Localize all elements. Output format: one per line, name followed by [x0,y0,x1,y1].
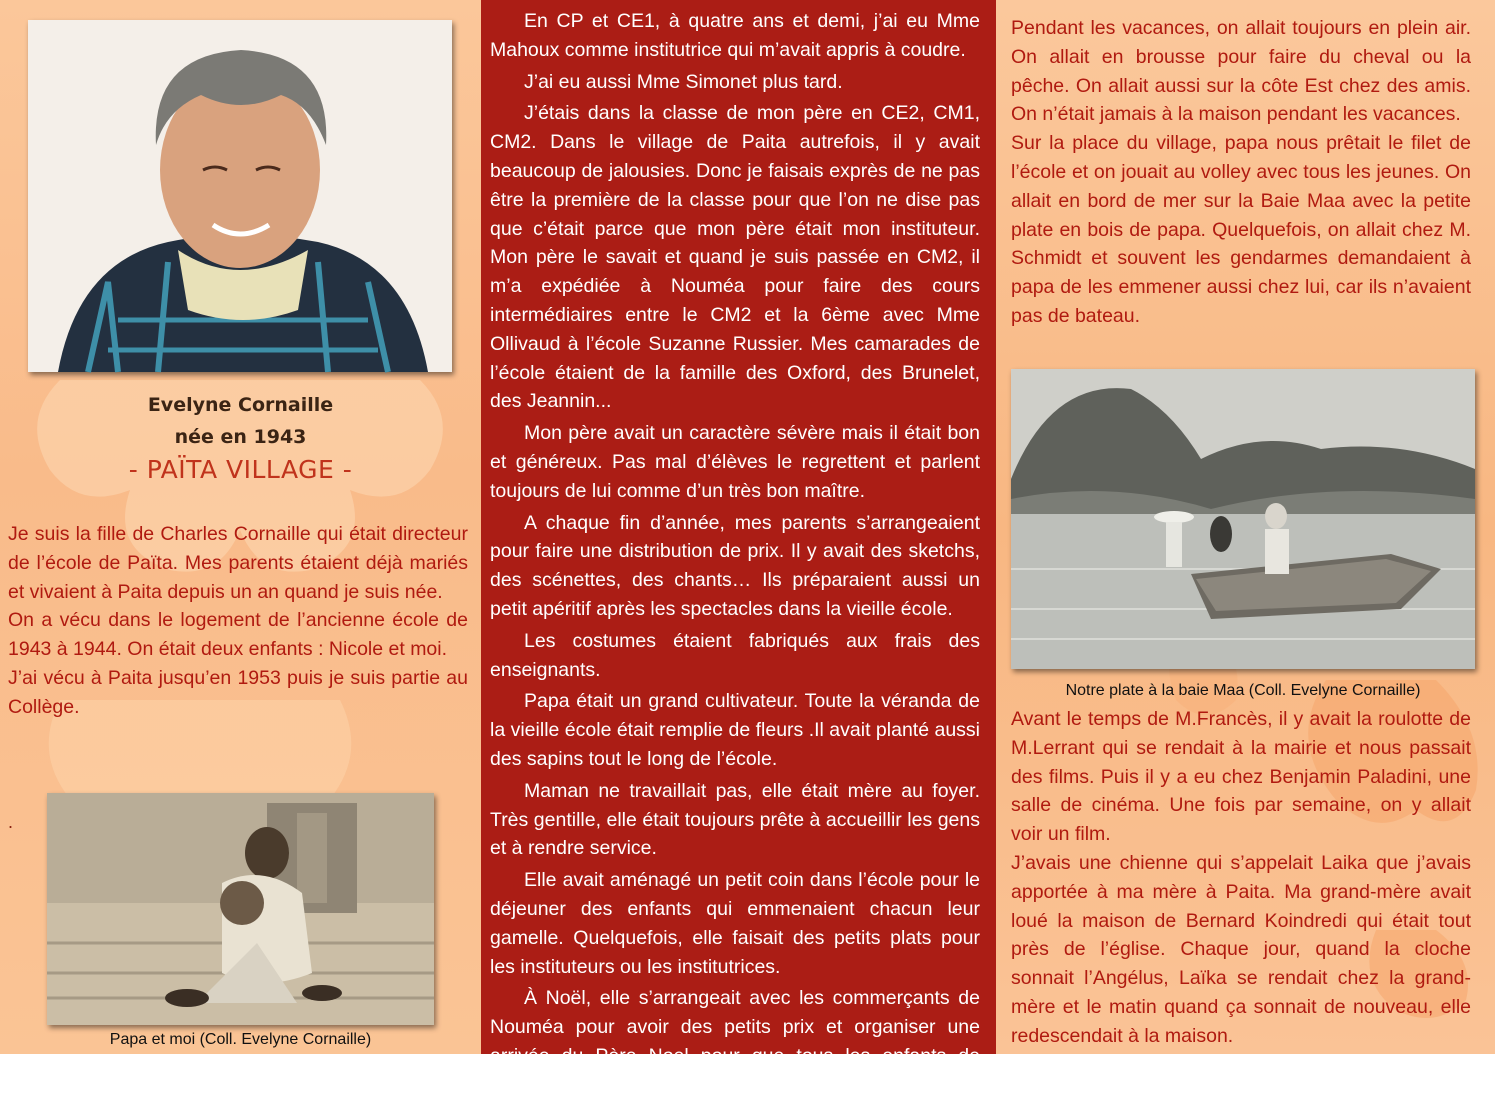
boat-photo [1011,369,1475,669]
paragraph: En CP et CE1, à quatre ans et demi, j’ai eu Mme Mahoux comme institutrice qui m’avait appris à coudre. [490,10,980,61]
paragraph: J’étais dans la classe de mon père en CE2, CM1, CM2. Dans le village de Paita autrefois, il y avait beaucoup de jalousies. Donc je faisais exprès de ne pas être la première de la classe pour que l’on ne dise pas que c’était parce que mon père était mon instituteur. Mon père le savait et quand je suis passée en CM2, il m’a expédiée à Nouméa pour faire des cours intermédiaires entre le CM2 et la 6ème avec Mme Ollivaud à l’école Suzanne Russier. Mes camarades de l’école étaient de la famille des Oxford, des Brunelet, des Jeannin... [490,102,980,413]
paragraph: Mon père avait un caractère sévère mais il était bon et généreux. Pas mal d’élèves le regrettent et parlent toujours de lui comme d’un très bon maître. [490,422,980,502]
boat-photo-caption: Notre plate à la baie Maa (Coll. Evelyne Cornaille) [1065,682,1421,699]
portrait-name: Evelyne Cornaille [147,394,334,416]
paragraph: Les costumes étaient fabriqués aux frais des enseignants. [490,629,980,681]
paragraph: À Noël, elle s’arrangeait avec les commerçants de Nouméa pour avoir des petits prix et organiser une arrivée du Père Noel pour que tous les enfants de l’école puissent avoir un jouet. [490,987,980,1096]
papa-photo-caption: Papa et moi (Coll. Evelyne Cornaille) [109,1031,372,1048]
paragraph: On a vécu dans le logement de l’ancienne école de 1943 à 1944. On était deux enfants : Nicole et moi. [8,609,468,661]
right-column [996,0,1495,1054]
papa-photo [47,793,434,1025]
portrait-place: - PAÏTA VILLAGE - [128,455,353,484]
paragraph: J’ai eu aussi Mme Simonet plus tard. [524,70,843,93]
paragraph: Pendant les vacances, on allait toujours en plein air. On allait en brousse pour faire du cheval ou la pêche. On allait aussi sur la côte Est chez des amis. On n’était jamais à la maison pendant les vacances. [1011,17,1471,126]
paragraph: J’avais une chienne qui s’appelait Laika que j’avais apportée à ma mère à Paita. Ma grand-mère avait loué la maison de Bernard Koindredi qui était tout près de l’église. Chaque jour, quand la cloche sonnait l’Angélus, Laïka se rendait chez la grand-mère et le matin quand ça sonnait de nouveau, elle redescendait à la maison. [1011,851,1471,1047]
left-text [8,520,468,722]
paragraph: Papa était un grand cultivateur. Toute la véranda de la vieille école était remplie de fleurs .Il avait planté aussi des sapins tout le long de l’école. [490,690,980,770]
portrait-photo [28,20,452,372]
portrait-birth: née en 1943 [174,426,307,448]
paragraph: Avant le temps de M.Francès, il y avait la roulotte de M.Lerrant qui se rendait à la mairie et nous passait des films. Puis il y a eu chez Benjamin Paladini, une salle de cinéma. Une fois par semaine, on y allait voir un film. [1011,708,1471,846]
stray-dot: . [8,812,14,832]
left-column [0,0,481,1054]
paragraph: Maman ne travaillait pas, elle était mère au foyer. Très gentille, elle était toujours prête à accueillir les gens et à rendre service. [490,779,980,860]
middle-column [481,0,996,1096]
right-text-top [1011,14,1471,331]
paragraph: Sur la place du village, papa nous prêtait le filet de l’école et on jouait au volley avec tous les jeunes. On allait en bord de mer sur la Baie Maa avec la petite plate en bois de papa. Quelquefois, on allait chez M. Schmidt et souvent les gendarmes demandaient à papa de les emmener aussi chez lui, car ils n’avaient pas de bateau. [1011,132,1471,327]
middle-text [490,7,980,1099]
right-text-bottom [1011,705,1471,1051]
paragraph: Elle avait aménagé un petit coin dans l’école pour le déjeuner des enfants qui emmenaient chacun leur gamelle. Quelquefois, elle faisait des petits plats pour les instituteurs ou les institutrices. [490,869,980,978]
paragraph: A chaque fin d’année, mes parents s’arrangeaient pour faire une distribution de prix. Il y avait des sketchs, des scénettes, des chants… Ils préparaient aussi un petit apéritif après les spectacles dans la vieille école. [490,511,980,620]
paragraph: J’ai vécu à Paita jusqu’en 1953 puis je suis partie au Collège. [8,666,468,718]
paragraph: Je suis la fille de Charles Cornaille qui était directeur de l’école de Païta. Mes parents étaient déjà mariés et vivaient à Paita depuis un an quand je suis née. [8,523,468,603]
